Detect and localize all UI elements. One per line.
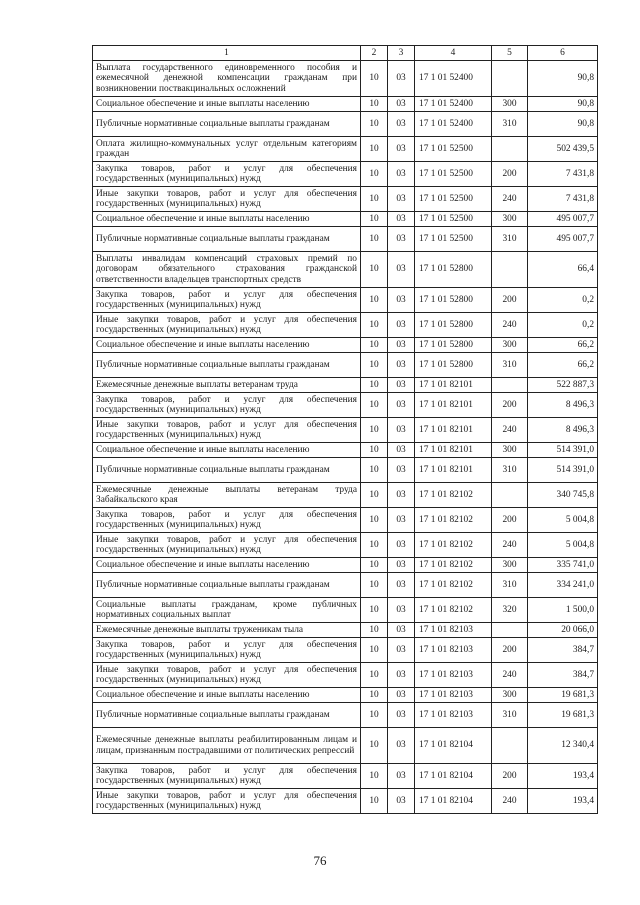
- cell-expense-type: 300: [492, 443, 528, 458]
- column-header-1: 1: [93, 46, 361, 61]
- cell-section: 10: [361, 137, 388, 162]
- cell-description: Социальное обеспечение и иные выплаты населению: [93, 212, 361, 227]
- cell-subsection: 03: [388, 623, 415, 638]
- column-header-5: 5: [492, 46, 528, 61]
- cell-expense-type: 300: [492, 558, 528, 573]
- cell-target-code: 17 1 01 82101: [415, 378, 492, 393]
- cell-amount: 66,2: [528, 353, 598, 378]
- cell-description: Социальное обеспечение и иные выплаты населению: [93, 443, 361, 458]
- cell-expense-type: 240: [492, 313, 528, 338]
- cell-subsection: 03: [388, 598, 415, 623]
- cell-target-code: 17 1 01 52800: [415, 252, 492, 288]
- cell-section: 10: [361, 443, 388, 458]
- cell-description: Оплата жилищно-коммунальных услуг отдельным категориям граждан: [93, 137, 361, 162]
- cell-subsection: 03: [388, 313, 415, 338]
- cell-expense-type: 310: [492, 227, 528, 252]
- cell-description: Иные закупки товаров, работ и услуг для обеспечения государственных (муниципальных) нужд: [93, 187, 361, 212]
- cell-section: 10: [361, 353, 388, 378]
- cell-section: 10: [361, 418, 388, 443]
- cell-target-code: 17 1 01 82102: [415, 508, 492, 533]
- cell-section: 10: [361, 573, 388, 598]
- cell-expense-type: [492, 61, 528, 97]
- table-row: [93, 112, 598, 137]
- cell-expense-type: 300: [492, 688, 528, 703]
- cell-subsection: 03: [388, 508, 415, 533]
- table-row: [93, 483, 598, 508]
- cell-section: 10: [361, 623, 388, 638]
- cell-subsection: 03: [388, 728, 415, 764]
- column-header-4: 4: [415, 46, 492, 61]
- table-header-row: [93, 46, 598, 61]
- cell-target-code: 17 1 01 82103: [415, 663, 492, 688]
- cell-section: 10: [361, 97, 388, 112]
- cell-target-code: 17 1 01 52800: [415, 288, 492, 313]
- cell-subsection: 03: [388, 393, 415, 418]
- budget-table: [92, 45, 598, 814]
- table-row: [93, 288, 598, 313]
- table-row: [93, 212, 598, 227]
- cell-expense-type: 240: [492, 187, 528, 212]
- cell-target-code: 17 1 01 82102: [415, 573, 492, 598]
- cell-subsection: 03: [388, 252, 415, 288]
- cell-description: Ежемесячные денежные выплаты реабилитированным лицам и лицам, признанным пострадавшими от политических репрессий: [93, 728, 361, 764]
- cell-subsection: 03: [388, 638, 415, 663]
- cell-expense-type: 310: [492, 703, 528, 728]
- cell-expense-type: 320: [492, 598, 528, 623]
- cell-target-code: 17 1 01 82103: [415, 638, 492, 663]
- cell-subsection: 03: [388, 688, 415, 703]
- cell-amount: 90,8: [528, 97, 598, 112]
- cell-amount: 340 745,8: [528, 483, 598, 508]
- cell-expense-type: [492, 252, 528, 288]
- cell-subsection: 03: [388, 483, 415, 508]
- cell-subsection: 03: [388, 353, 415, 378]
- cell-description: Иные закупки товаров, работ и услуг для обеспечения государственных (муниципальных) нужд: [93, 313, 361, 338]
- cell-amount: 5 004,8: [528, 533, 598, 558]
- table-row: [93, 623, 598, 638]
- cell-amount: 66,4: [528, 252, 598, 288]
- cell-expense-type: 310: [492, 112, 528, 137]
- table-row: [93, 313, 598, 338]
- cell-description: Публичные нормативные социальные выплаты гражданам: [93, 353, 361, 378]
- cell-expense-type: [492, 483, 528, 508]
- cell-target-code: 17 1 01 82101: [415, 458, 492, 483]
- cell-subsection: 03: [388, 458, 415, 483]
- cell-subsection: 03: [388, 137, 415, 162]
- cell-description: Социальное обеспечение и иные выплаты населению: [93, 97, 361, 112]
- cell-subsection: 03: [388, 418, 415, 443]
- cell-target-code: 17 1 01 82101: [415, 443, 492, 458]
- cell-section: 10: [361, 288, 388, 313]
- cell-target-code: 17 1 01 52500: [415, 212, 492, 227]
- cell-section: 10: [361, 663, 388, 688]
- cell-amount: 5 004,8: [528, 508, 598, 533]
- cell-amount: 384,7: [528, 638, 598, 663]
- cell-subsection: 03: [388, 227, 415, 252]
- table-row: [93, 378, 598, 393]
- cell-expense-type: 310: [492, 573, 528, 598]
- cell-target-code: 17 1 01 82102: [415, 483, 492, 508]
- table-row: [93, 97, 598, 112]
- cell-description: Ежемесячные денежные выплаты труженикам тыла: [93, 623, 361, 638]
- cell-description: Выплаты инвалидам компенсаций страховых премий по договорам обязательного страхования гражданской ответственности владельцев транспортных средств: [93, 252, 361, 288]
- cell-target-code: 17 1 01 82104: [415, 764, 492, 789]
- cell-target-code: 17 1 01 82103: [415, 623, 492, 638]
- table-row: [93, 703, 598, 728]
- cell-amount: 1 500,0: [528, 598, 598, 623]
- cell-section: 10: [361, 458, 388, 483]
- cell-target-code: 17 1 01 52400: [415, 112, 492, 137]
- cell-section: 10: [361, 558, 388, 573]
- cell-amount: 495 007,7: [528, 212, 598, 227]
- table-row: [93, 162, 598, 187]
- cell-amount: 502 439,5: [528, 137, 598, 162]
- cell-section: 10: [361, 338, 388, 353]
- cell-section: 10: [361, 688, 388, 703]
- cell-section: 10: [361, 789, 388, 814]
- cell-target-code: 17 1 01 52800: [415, 353, 492, 378]
- cell-subsection: 03: [388, 378, 415, 393]
- cell-section: 10: [361, 703, 388, 728]
- column-header-3: 3: [388, 46, 415, 61]
- cell-subsection: 03: [388, 703, 415, 728]
- cell-section: 10: [361, 252, 388, 288]
- cell-expense-type: 200: [492, 638, 528, 663]
- cell-amount: 12 340,4: [528, 728, 598, 764]
- cell-expense-type: [492, 378, 528, 393]
- cell-target-code: 17 1 01 82101: [415, 393, 492, 418]
- table-row: [93, 137, 598, 162]
- cell-expense-type: 240: [492, 663, 528, 688]
- table-row: [93, 533, 598, 558]
- cell-section: 10: [361, 483, 388, 508]
- cell-amount: 514 391,0: [528, 458, 598, 483]
- cell-amount: 522 887,3: [528, 378, 598, 393]
- table-row: [93, 187, 598, 212]
- cell-target-code: 17 1 01 52400: [415, 97, 492, 112]
- cell-target-code: 17 1 01 82102: [415, 558, 492, 573]
- cell-description: Закупка товаров, работ и услуг для обеспечения государственных (муниципальных) нужд: [93, 288, 361, 313]
- table-row: [93, 61, 598, 97]
- cell-amount: 8 496,3: [528, 393, 598, 418]
- cell-amount: 7 431,8: [528, 162, 598, 187]
- cell-expense-type: 200: [492, 508, 528, 533]
- table-row: [93, 227, 598, 252]
- cell-subsection: 03: [388, 558, 415, 573]
- cell-amount: 7 431,8: [528, 187, 598, 212]
- cell-section: 10: [361, 112, 388, 137]
- cell-description: Публичные нормативные социальные выплаты гражданам: [93, 227, 361, 252]
- cell-description: Закупка товаров, работ и услуг для обеспечения государственных (муниципальных) нужд: [93, 764, 361, 789]
- cell-description: Социальное обеспечение и иные выплаты населению: [93, 558, 361, 573]
- cell-description: Публичные нормативные социальные выплаты гражданам: [93, 573, 361, 598]
- cell-subsection: 03: [388, 112, 415, 137]
- cell-subsection: 03: [388, 61, 415, 97]
- table-row: [93, 598, 598, 623]
- cell-subsection: 03: [388, 338, 415, 353]
- cell-description: Закупка товаров, работ и услуг для обеспечения государственных (муниципальных) нужд: [93, 162, 361, 187]
- cell-subsection: 03: [388, 789, 415, 814]
- cell-section: 10: [361, 508, 388, 533]
- table-row: [93, 573, 598, 598]
- cell-expense-type: 300: [492, 338, 528, 353]
- cell-description: Социальное обеспечение и иные выплаты населению: [93, 688, 361, 703]
- cell-amount: 384,7: [528, 663, 598, 688]
- column-header-2: 2: [361, 46, 388, 61]
- cell-expense-type: 300: [492, 212, 528, 227]
- cell-expense-type: [492, 137, 528, 162]
- cell-amount: 335 741,0: [528, 558, 598, 573]
- table-body: [93, 61, 598, 814]
- cell-amount: 514 391,0: [528, 443, 598, 458]
- cell-target-code: 17 1 01 52500: [415, 162, 492, 187]
- cell-amount: 19 681,3: [528, 703, 598, 728]
- cell-subsection: 03: [388, 162, 415, 187]
- table-row: [93, 353, 598, 378]
- table-row: [93, 764, 598, 789]
- cell-description: Закупка товаров, работ и услуг для обеспечения государственных (муниципальных) нужд: [93, 508, 361, 533]
- cell-expense-type: [492, 623, 528, 638]
- table-row: [93, 393, 598, 418]
- cell-amount: 90,8: [528, 112, 598, 137]
- cell-expense-type: 310: [492, 458, 528, 483]
- cell-description: Публичные нормативные социальные выплаты гражданам: [93, 703, 361, 728]
- table-row: [93, 443, 598, 458]
- cell-expense-type: 300: [492, 97, 528, 112]
- cell-section: 10: [361, 162, 388, 187]
- cell-description: Закупка товаров, работ и услуг для обеспечения государственных (муниципальных) нужд: [93, 638, 361, 663]
- table-row: [93, 558, 598, 573]
- cell-expense-type: 200: [492, 162, 528, 187]
- cell-section: 10: [361, 187, 388, 212]
- cell-target-code: 17 1 01 52400: [415, 61, 492, 97]
- cell-subsection: 03: [388, 443, 415, 458]
- cell-description: Закупка товаров, работ и услуг для обеспечения государственных (муниципальных) нужд: [93, 393, 361, 418]
- cell-section: 10: [361, 378, 388, 393]
- cell-expense-type: [492, 728, 528, 764]
- cell-amount: 66,2: [528, 338, 598, 353]
- cell-target-code: 17 1 01 82104: [415, 789, 492, 814]
- cell-target-code: 17 1 01 52800: [415, 313, 492, 338]
- cell-section: 10: [361, 313, 388, 338]
- cell-description: Публичные нормативные социальные выплаты гражданам: [93, 112, 361, 137]
- cell-amount: 495 007,7: [528, 227, 598, 252]
- cell-description: Иные закупки товаров, работ и услуг для обеспечения государственных (муниципальных) нужд: [93, 789, 361, 814]
- cell-amount: 193,4: [528, 764, 598, 789]
- cell-section: 10: [361, 393, 388, 418]
- cell-subsection: 03: [388, 764, 415, 789]
- cell-target-code: 17 1 01 52500: [415, 187, 492, 212]
- cell-section: 10: [361, 728, 388, 764]
- cell-subsection: 03: [388, 288, 415, 313]
- cell-description: Иные закупки товаров, работ и услуг для обеспечения государственных (муниципальных) нужд: [93, 663, 361, 688]
- table-row: [93, 663, 598, 688]
- cell-amount: 0,2: [528, 288, 598, 313]
- table-row: [93, 728, 598, 764]
- cell-target-code: 17 1 01 52800: [415, 338, 492, 353]
- cell-section: 10: [361, 212, 388, 227]
- page-number: 76: [313, 853, 327, 868]
- cell-amount: 19 681,3: [528, 688, 598, 703]
- cell-description: Выплата государственного единовременного пособия и ежемесячной денежной компенсации гражданам при возникновении поствакцинальных осложнений: [93, 61, 361, 97]
- cell-section: 10: [361, 598, 388, 623]
- cell-target-code: 17 1 01 52500: [415, 137, 492, 162]
- table-row: [93, 638, 598, 663]
- cell-subsection: 03: [388, 573, 415, 598]
- cell-amount: 0,2: [528, 313, 598, 338]
- table-row: [93, 418, 598, 443]
- cell-description: Иные закупки товаров, работ и услуг для обеспечения государственных (муниципальных) нужд: [93, 418, 361, 443]
- cell-subsection: 03: [388, 187, 415, 212]
- cell-subsection: 03: [388, 212, 415, 227]
- cell-expense-type: 240: [492, 533, 528, 558]
- cell-amount: 193,4: [528, 789, 598, 814]
- cell-target-code: 17 1 01 82103: [415, 688, 492, 703]
- cell-target-code: 17 1 01 82102: [415, 533, 492, 558]
- cell-description: Иные закупки товаров, работ и услуг для обеспечения государственных (муниципальных) нужд: [93, 533, 361, 558]
- table-row: [93, 688, 598, 703]
- cell-target-code: 17 1 01 82103: [415, 703, 492, 728]
- cell-expense-type: 240: [492, 789, 528, 814]
- cell-description: Ежемесячные денежные выплаты ветеранам труда Забайкальского края: [93, 483, 361, 508]
- cell-target-code: 17 1 01 82101: [415, 418, 492, 443]
- cell-expense-type: 200: [492, 764, 528, 789]
- cell-target-code: 17 1 01 82104: [415, 728, 492, 764]
- cell-target-code: 17 1 01 52500: [415, 227, 492, 252]
- cell-expense-type: 200: [492, 393, 528, 418]
- cell-description: Социальные выплаты гражданам, кроме публичных нормативных социальных выплат: [93, 598, 361, 623]
- table-row: [93, 508, 598, 533]
- table-row: [93, 338, 598, 353]
- cell-section: 10: [361, 61, 388, 97]
- column-header-6: 6: [528, 46, 598, 61]
- cell-expense-type: 200: [492, 288, 528, 313]
- cell-description: Социальное обеспечение и иные выплаты населению: [93, 338, 361, 353]
- cell-expense-type: 310: [492, 353, 528, 378]
- cell-expense-type: 240: [492, 418, 528, 443]
- cell-amount: 90,8: [528, 61, 598, 97]
- cell-amount: 20 066,0: [528, 623, 598, 638]
- cell-subsection: 03: [388, 533, 415, 558]
- cell-target-code: 17 1 01 82102: [415, 598, 492, 623]
- table-row: [93, 252, 598, 288]
- table-row: [93, 458, 598, 483]
- cell-amount: 334 241,0: [528, 573, 598, 598]
- cell-subsection: 03: [388, 97, 415, 112]
- cell-amount: 8 496,3: [528, 418, 598, 443]
- cell-section: 10: [361, 227, 388, 252]
- cell-section: 10: [361, 638, 388, 663]
- cell-subsection: 03: [388, 663, 415, 688]
- cell-section: 10: [361, 533, 388, 558]
- table-row: [93, 789, 598, 814]
- cell-description: Публичные нормативные социальные выплаты гражданам: [93, 458, 361, 483]
- cell-section: 10: [361, 764, 388, 789]
- cell-description: Ежемесячные денежные выплаты ветеранам труда: [93, 378, 361, 393]
